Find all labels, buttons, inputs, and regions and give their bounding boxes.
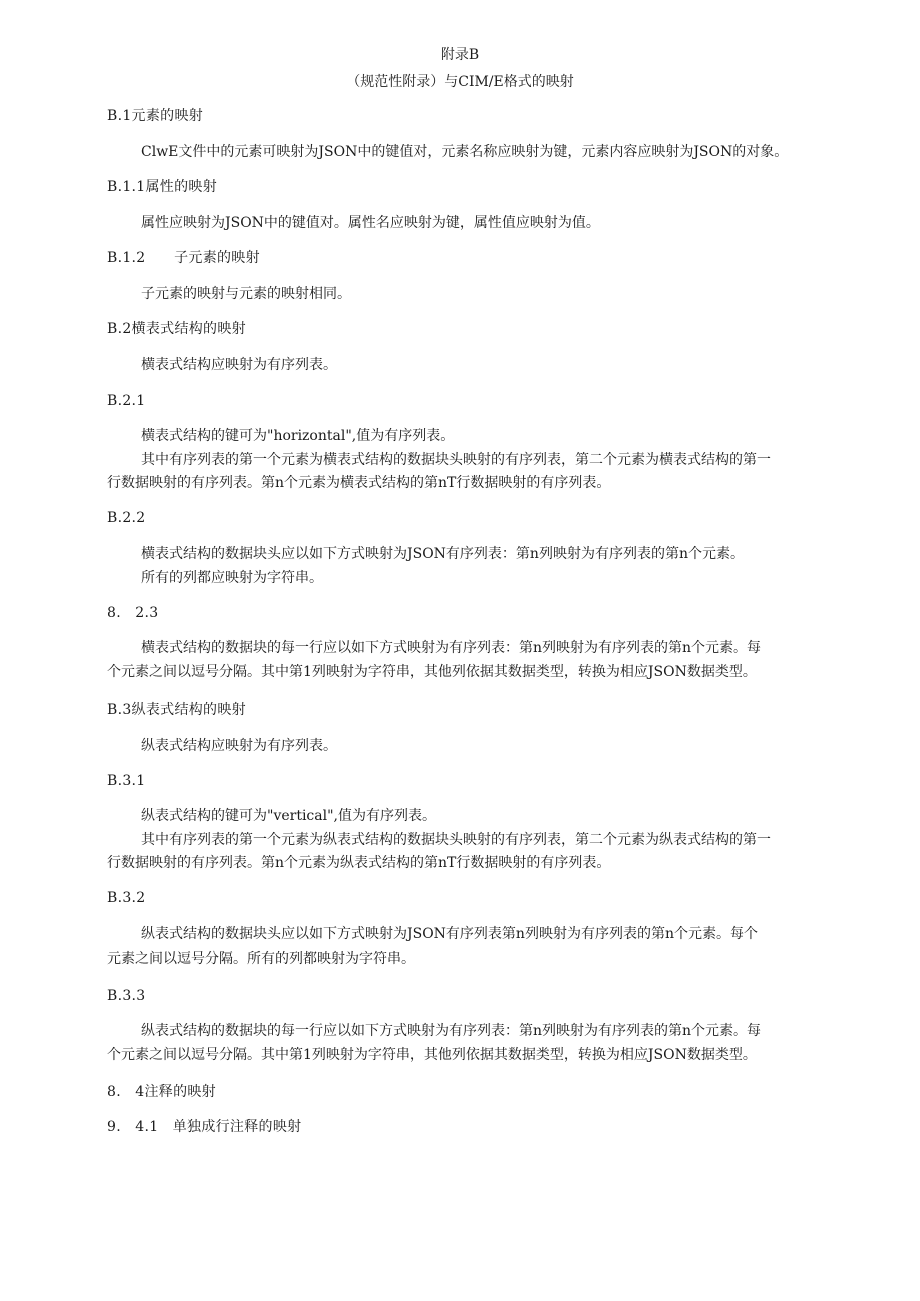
heading-b3-1: B.3.1	[107, 773, 146, 789]
heading-b1: B.1元素的映射	[107, 108, 204, 124]
heading-b3-3: B.3.3	[107, 988, 146, 1004]
heading-b2-2: B.2.2	[107, 510, 146, 526]
heading-b2: B.2横表式结构的映射	[107, 321, 246, 337]
paragraph-b2-1-line1: 横表式结构的键可为"horizontal",值为有序列表。	[141, 428, 455, 444]
paragraph-b1: ClwE文件中的元素可映射为JSON中的键值对，元素名称应映射为键，元素内容应映射为JSON的对象。	[141, 144, 789, 160]
paragraph-b3-1-line1: 纵表式结构的键可为"vertical",值为有序列表。	[141, 808, 436, 824]
paragraph-b3-3-line2: 个元素之间以逗号分隔。其中第1列映射为字符串，其他列依据其数据类型，转换为相应JSON数据类型。	[107, 1047, 757, 1063]
paragraph-b2-2-line1: 横表式结构的数据块头应以如下方式映射为JSON有序列表：第n列映射为有序列表的第n个元素。	[141, 546, 744, 562]
appendix-subtitle: （规范性附录）与CIM/E格式的映射	[346, 74, 574, 90]
paragraph-b3: 纵表式结构应映射为有序列表。	[141, 738, 337, 754]
paragraph-b2-3-line1: 横表式结构的数据块的每一行应以如下方式映射为有序列表：第n列映射为有序列表的第n个元素。每	[141, 640, 762, 656]
heading-b1-2: B.1.2 子元素的映射	[107, 250, 260, 266]
heading-b2-1: B.2.1	[107, 393, 146, 409]
paragraph-b2-1-line3: 行数据映射的有序列表。第n个元素为横表式结构的第nT行数据映射的有序列表。	[107, 475, 611, 491]
paragraph-b3-2-line2: 元素之间以逗号分隔。所有的列都映射为字符串。	[107, 951, 415, 967]
paragraph-b3-1-line2: 其中有序列表的第一个元素为纵表式结构的数据块头映射的有序列表，第二个元素为纵表式结构的第一	[141, 832, 771, 848]
heading-b3: B.3纵表式结构的映射	[107, 702, 246, 718]
paragraph-b3-1-line3: 行数据映射的有序列表。第n个元素为纵表式结构的第nT行数据映射的有序列表。	[107, 855, 611, 871]
paragraph-b1-1: 属性应映射为JSON中的键值对。属性名应映射为键，属性值应映射为值。	[141, 215, 600, 231]
paragraph-b2-1-line2: 其中有序列表的第一个元素为横表式结构的数据块头映射的有序列表，第二个元素为横表式结构的第一	[141, 452, 771, 468]
appendix-title: 附录B	[440, 47, 480, 63]
heading-b4: 8. 4注释的映射	[107, 1084, 216, 1100]
paragraph-b2: 横表式结构应映射为有序列表。	[141, 357, 337, 373]
paragraph-b1-2: 子元素的映射与元素的映射相同。	[141, 286, 351, 302]
heading-b3-2: B.3.2	[107, 890, 146, 906]
heading-b2-3: 8. 2.3	[107, 605, 159, 621]
paragraph-b2-2-line2: 所有的列都应映射为字符串。	[141, 570, 323, 586]
paragraph-b3-2-line1: 纵表式结构的数据块头应以如下方式映射为JSON有序列表第n列映射为有序列表的第n个元素。每个	[141, 926, 758, 942]
paragraph-b2-3-line2: 个元素之间以逗号分隔。其中第1列映射为字符串，其他列依据其数据类型，转换为相应JSON数据类型。	[107, 664, 757, 680]
heading-b1-1: B.1.1属性的映射	[107, 179, 218, 195]
heading-b4-1: 9. 4.1 单独成行注释的映射	[107, 1119, 302, 1135]
paragraph-b3-3-line1: 纵表式结构的数据块的每一行应以如下方式映射为有序列表：第n列映射为有序列表的第n个元素。每	[141, 1023, 762, 1039]
